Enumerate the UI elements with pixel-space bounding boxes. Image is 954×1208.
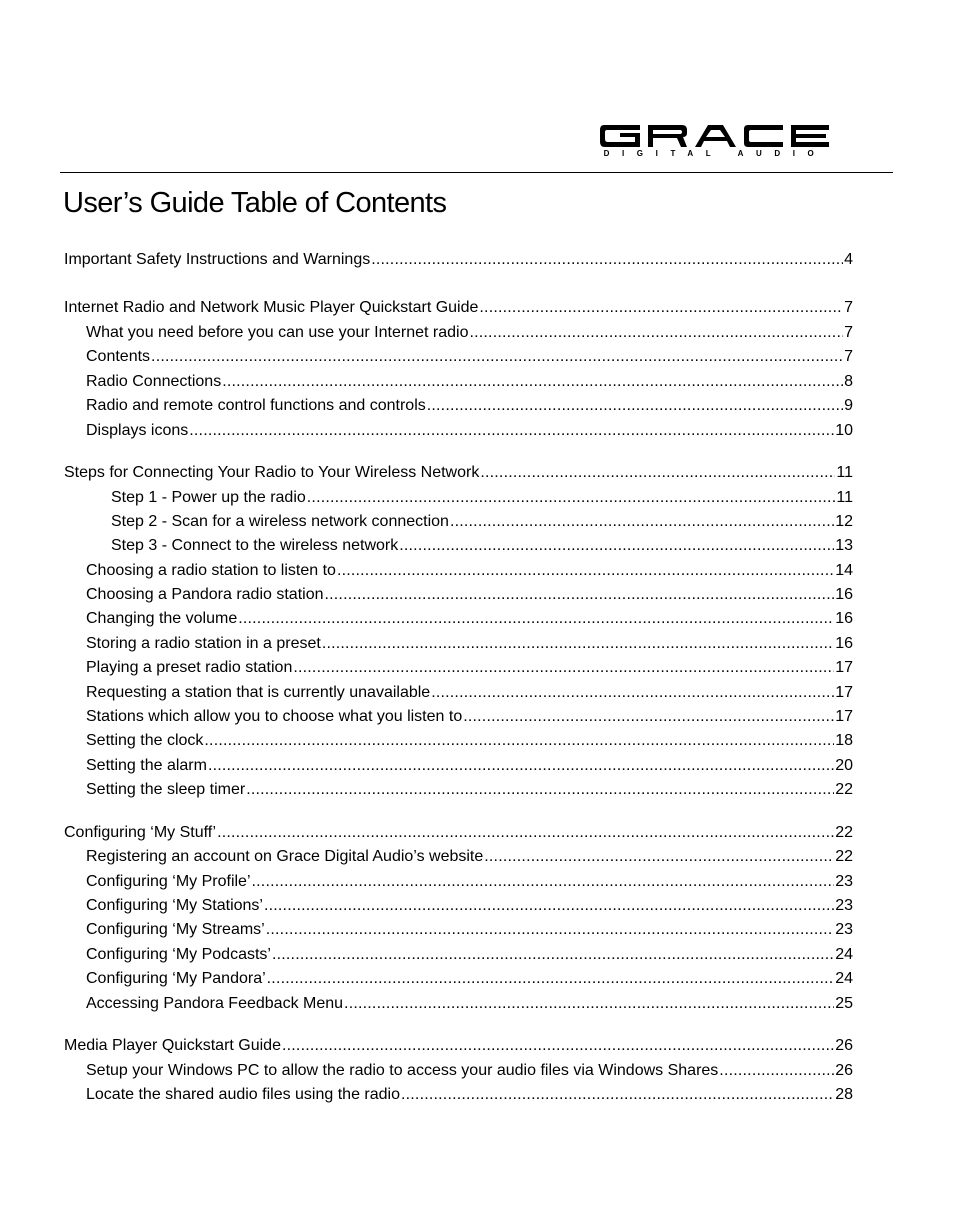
toc-entry[interactable] [86,322,853,344]
toc-page-number: 26 [835,1037,853,1054]
toc-page-number: 25 [835,995,853,1012]
toc-page-number: 13 [835,537,853,554]
toc-entry-title: Step 1 - Power up the radio [111,489,306,506]
toc-leader-dots [337,560,834,582]
toc-entry[interactable] [86,871,853,893]
toc-entry[interactable] [86,706,853,728]
toc-leader-dots [204,730,834,752]
toc-page-number: 16 [835,635,853,652]
toc-page-number: 10 [835,422,853,439]
toc-entry[interactable] [64,1035,853,1057]
toc-leader-dots [463,706,834,728]
toc-entry-title: Internet Radio and Network Music Player Quickstart Guide [64,299,479,316]
toc-entry[interactable] [86,1060,853,1082]
toc-page-number: 18 [835,732,853,749]
toc-entry-title: Stations which allow you to choose what you listen to [86,708,463,725]
toc-entry[interactable] [86,895,853,917]
toc-page-number: 22 [835,781,853,798]
toc-entry-title: Locate the shared audio files using the radio [86,1086,400,1103]
toc-leader-dots [322,633,834,655]
toc-leader-dots [401,1084,834,1106]
toc-entry[interactable] [86,395,853,417]
toc-page-number: 17 [835,659,853,676]
toc-entry-title: Changing the volume [86,610,238,627]
toc-page-number: 22 [835,824,853,841]
toc-entry-title: Setting the clock [86,732,204,749]
toc-page-number: 11 [836,464,853,481]
logo-tagline: DIGITAL AUDIO [603,149,827,157]
toc-leader-dots [344,993,834,1015]
toc-leader-dots [719,1060,834,1082]
toc-entry-title: Choosing a Pandora radio station [86,586,324,603]
toc-entry-title: Configuring ‘My Podcasts’ [86,946,271,963]
toc-leader-dots [371,249,843,271]
toc-leader-dots [427,395,843,417]
toc-entry-title: Important Safety Instructions and Warnings [64,251,371,268]
toc-leader-dots [399,535,834,557]
toc-entry[interactable] [86,346,853,368]
toc-entry-title: Media Player Quickstart Guide [64,1037,281,1054]
toc-page-number: 20 [835,757,853,774]
toc-entry-title: Radio Connections [86,373,222,390]
toc-entry[interactable] [86,560,853,582]
toc-page-number: 12 [835,513,853,530]
toc-page-number: 8 [844,373,853,390]
toc-entry[interactable] [64,462,853,484]
toc-entry[interactable] [86,657,853,679]
toc-page-number: 7 [844,299,853,316]
toc-leader-dots [480,462,835,484]
toc-leader-dots [266,919,834,941]
toc-leader-dots [450,511,834,533]
toc-leader-dots [208,755,834,777]
toc-leader-dots [217,822,834,844]
toc-leader-dots [252,871,835,893]
toc-page-number: 26 [835,1062,853,1079]
toc-entry-title: Configuring ‘My Stuff’ [64,824,217,841]
toc-entry[interactable] [86,633,853,655]
toc-entry[interactable] [86,584,853,606]
toc-leader-dots [293,657,834,679]
toc-leader-dots [325,584,835,606]
toc-entry-title: Registering an account on Grace Digital Audio’s website [86,848,484,865]
toc-entry-title: Configuring ‘My Streams’ [86,921,265,938]
toc-leader-dots [238,608,834,630]
toc-leader-dots [246,779,834,801]
toc-entry-title: Configuring ‘My Stations’ [86,897,263,914]
toc-leader-dots [484,846,834,868]
toc-page-number: 17 [835,684,853,701]
toc-page-number: 16 [835,610,853,627]
toc-entry[interactable] [111,487,853,509]
toc-leader-dots [282,1035,834,1057]
toc-entry[interactable] [86,968,853,990]
toc-entry[interactable] [86,608,853,630]
toc-entry-title: Storing a radio station in a preset [86,635,321,652]
toc-entry[interactable] [64,822,853,844]
toc-leader-dots [222,371,843,393]
toc-leader-dots [151,346,843,368]
toc-entry-title: Configuring ‘My Profile’ [86,873,251,890]
toc-entry[interactable] [86,755,853,777]
toc-entry-title: Setting the alarm [86,757,207,774]
toc-entry-title: Steps for Connecting Your Radio to Your Wireless Network [64,464,480,481]
toc-page-number: 16 [835,586,853,603]
toc-entry-title: Radio and remote control functions and controls [86,397,426,414]
toc-page-number: 24 [835,970,853,987]
toc-entry-title: Playing a preset radio station [86,659,293,676]
toc-page-number: 23 [835,921,853,938]
toc-entry[interactable] [86,1084,853,1106]
toc-entry[interactable] [86,730,853,752]
toc-leader-dots [189,420,834,442]
toc-entry[interactable] [86,371,853,393]
toc-entry-title: Accessing Pandora Feedback Menu [86,995,344,1012]
toc-page-number: 23 [835,897,853,914]
toc-leader-dots [272,944,834,966]
toc-entry-title: Setting the sleep timer [86,781,246,798]
toc-page-number: 7 [844,348,853,365]
toc-page-number: 4 [844,251,853,268]
toc-entry[interactable] [64,297,853,319]
toc-leader-dots [267,968,835,990]
toc-entry-title: What you need before you can use your Internet radio [86,324,469,341]
toc-page-number: 22 [835,848,853,865]
toc-page-number: 7 [844,324,853,341]
toc-entry[interactable] [86,846,853,868]
toc-entry-title: Contents [86,348,151,365]
toc-entry-title: Configuring ‘My Pandora’ [86,970,266,987]
toc-page-number: 28 [835,1086,853,1103]
toc-entry[interactable] [64,249,853,271]
toc-entry-title: Requesting a station that is currently unavailable [86,684,431,701]
toc-entry[interactable] [111,511,853,533]
toc-page-number: 23 [835,873,853,890]
toc-page-number: 9 [844,397,853,414]
toc-leader-dots [469,322,843,344]
toc-page-number: 11 [836,489,853,506]
toc-page-number: 24 [835,946,853,963]
toc-entry[interactable] [86,944,853,966]
toc-entry-title: Choosing a radio station to listen to [86,562,336,579]
toc-entry[interactable] [86,993,853,1015]
toc-entry-title: Step 3 - Connect to the wireless network [111,537,399,554]
toc-leader-dots [479,297,843,319]
page-title: User’s Guide Table of Contents [63,187,447,219]
toc-entry[interactable] [86,919,853,941]
toc-page-number: 14 [835,562,853,579]
toc-page-number: 17 [835,708,853,725]
toc-entry-title: Step 2 - Scan for a wireless network connection [111,513,449,530]
toc-leader-dots [431,682,834,704]
toc-entry[interactable] [86,682,853,704]
toc-entry[interactable] [86,420,853,442]
toc-leader-dots [307,487,836,509]
toc-entry[interactable] [111,535,853,557]
toc-entry-title: Displays icons [86,422,189,439]
toc-entry-title: Setup your Windows PC to allow the radio to access your audio files via Windows Shares [86,1062,719,1079]
toc-leader-dots [264,895,834,917]
toc-entry[interactable] [86,779,853,801]
